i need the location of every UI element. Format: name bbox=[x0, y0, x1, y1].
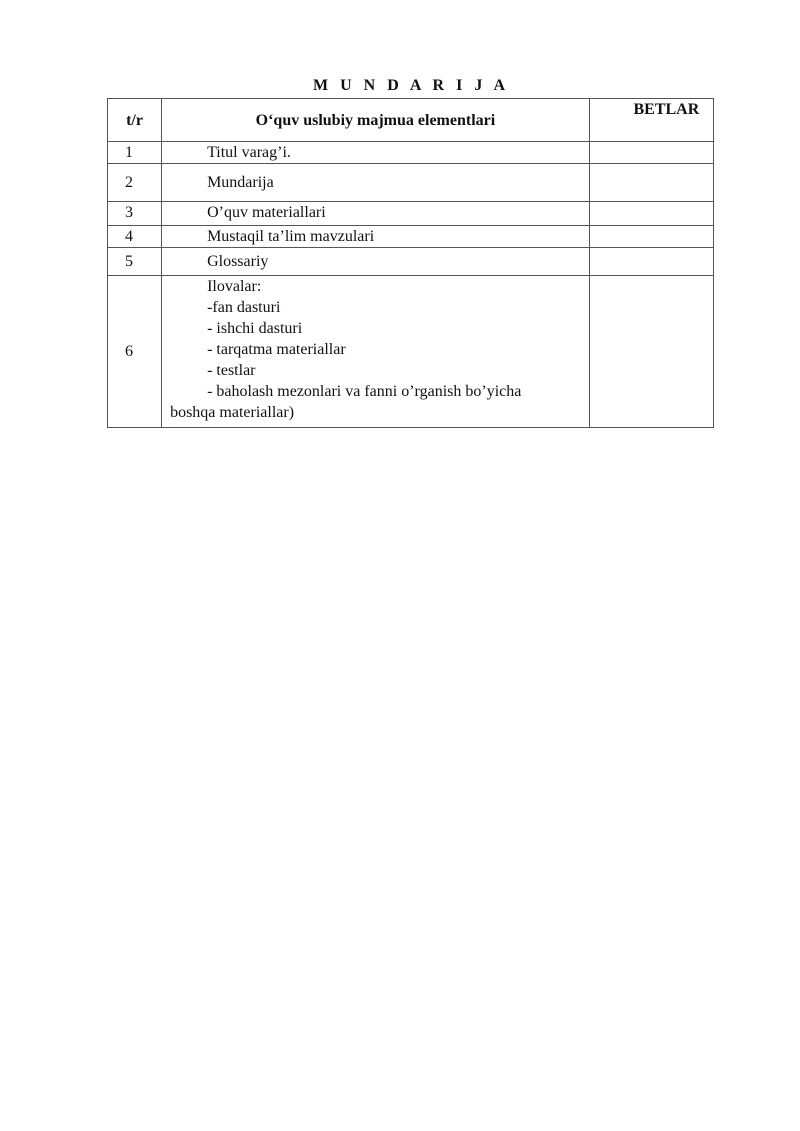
header-pages bbox=[589, 99, 713, 142]
row-line: boshqa materiallar) bbox=[170, 404, 295, 421]
row-number: 6 bbox=[108, 276, 162, 428]
row-line: - ishchi dasturi bbox=[207, 320, 303, 337]
table-row bbox=[108, 226, 714, 248]
row-name: Titul varag’i. bbox=[162, 142, 590, 164]
table-row bbox=[108, 202, 714, 226]
table-row bbox=[108, 276, 714, 428]
row-pages bbox=[589, 164, 713, 202]
row-number: 5 bbox=[108, 248, 162, 276]
row-line: - testlar bbox=[207, 362, 256, 379]
header-name: O‘quv uslubiy majmua elementlari bbox=[162, 99, 590, 142]
row-line: - baholash mezonlari va fanni o’rganish bo’yicha bbox=[207, 383, 522, 400]
row-number: 4 bbox=[108, 226, 162, 248]
row-pages bbox=[589, 202, 713, 226]
row-name: O’quv materiallari bbox=[162, 202, 590, 226]
table-row bbox=[108, 142, 714, 164]
row-pages bbox=[589, 276, 713, 428]
page-title: M U N D A R I J A bbox=[312, 77, 509, 94]
row-pages bbox=[589, 142, 713, 164]
row-number: 1 bbox=[108, 142, 162, 164]
row-line: - tarqatma materiallar bbox=[207, 341, 346, 358]
row-name: Glossariy bbox=[162, 248, 590, 276]
row-name bbox=[162, 276, 590, 428]
row-name: Mundarija bbox=[162, 164, 590, 202]
header-pages-label: BETLAR bbox=[633, 101, 700, 118]
row-pages bbox=[589, 248, 713, 276]
row-number: 3 bbox=[108, 202, 162, 226]
row-name: Mustaqil ta’lim mavzulari bbox=[162, 226, 590, 248]
row-line: Ilovalar: bbox=[207, 278, 262, 295]
row-number: 2 bbox=[108, 164, 162, 202]
table-row bbox=[108, 248, 714, 276]
table-header-row bbox=[108, 99, 714, 142]
row-pages bbox=[589, 226, 713, 248]
table-row bbox=[108, 164, 714, 202]
contents-table bbox=[107, 98, 714, 428]
row-line: -fan dasturi bbox=[207, 299, 281, 316]
header-number: t/r bbox=[108, 99, 162, 142]
